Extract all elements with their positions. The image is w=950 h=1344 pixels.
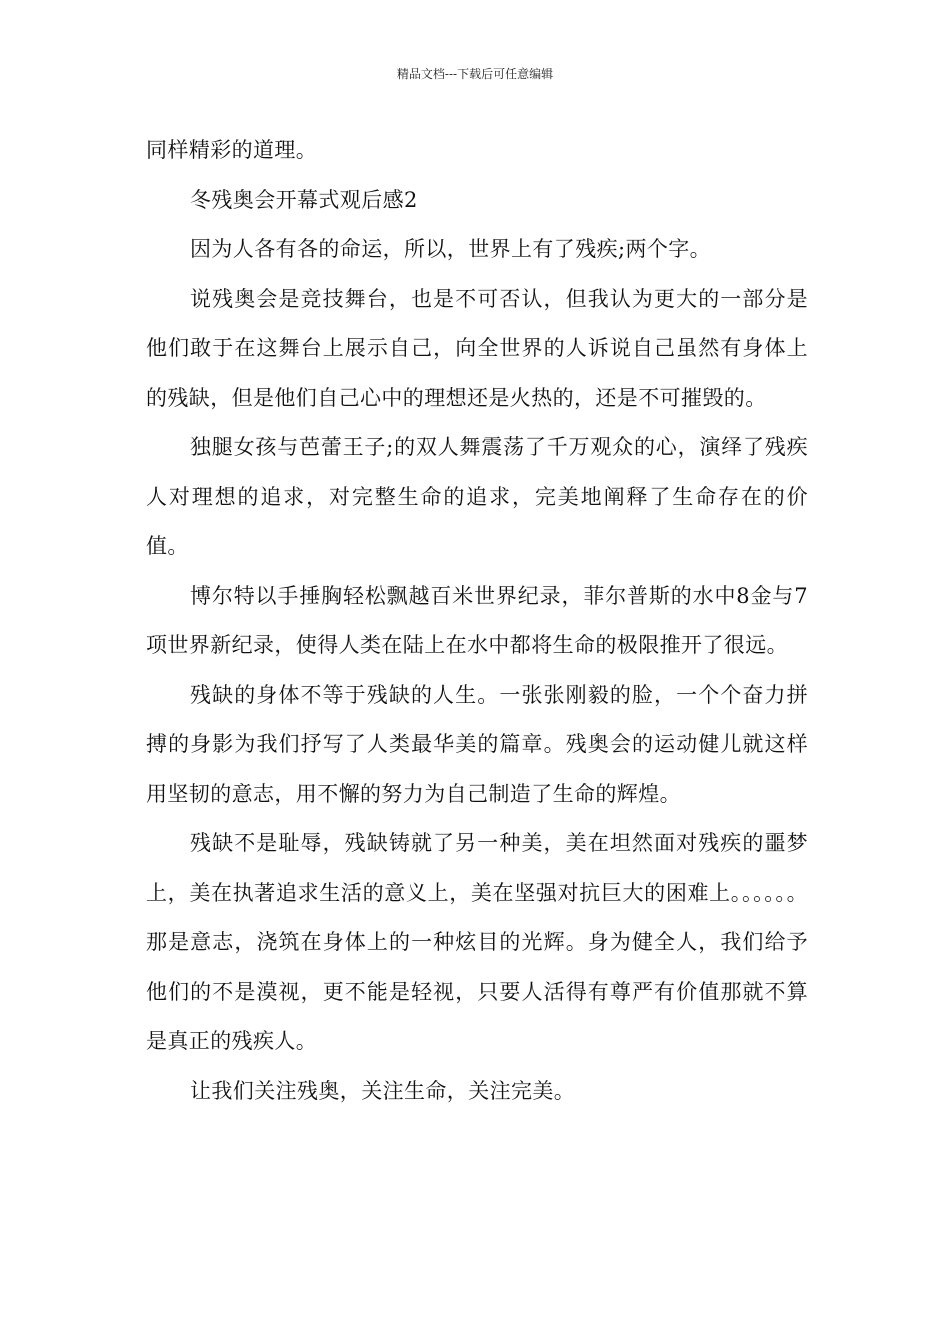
paragraph: 残缺的身体不等于残缺的人生。一张张刚毅的脸，一个个奋力拼搏的身影为我们抒写了人类最华美的篇章。残奥会的运动健儿就这样用坚韧的意志，用不懈的努力为自己制造了生命的辉煌。 — [146, 682, 808, 806]
section-title: 冬残奥会开幕式观后感2 — [190, 187, 418, 212]
paragraph: 说残奥会是竞技舞台，也是不可否认，但我认为更大的一部分是他们敢于在这舞台上展示自己，向全世界的人诉说自己虽然有身体上的残缺，但是他们自己心中的理想还是火热的，还是不可摧毁的。 — [146, 286, 808, 410]
paragraph: 独腿女孩与芭蕾王子;的双人舞震荡了千万观众的心，演绎了残疾人对理想的追求，对完整生命的追求，完美地阐释了生命存在的价值。 — [146, 435, 808, 558]
paragraph: 博尔特以手捶胸轻松飘越百米世界纪录，菲尔普斯的水中8金与7项世界新纪录，使得人类在陆上在水中都将生命的极限推开了很远。 — [146, 583, 808, 657]
paragraph-closing: 让我们关注残奥，关注生命，关注完美。 — [190, 1078, 576, 1103]
page-header: 精品文档---下载后可任意编辑 — [396, 67, 554, 81]
paragraph: 因为人各有各的命运，所以，世界上有了残疾;两个字。 — [190, 237, 712, 261]
paragraph-continuation: 同样精彩的道理。 — [146, 138, 318, 162]
paragraph: 残缺不是耻辱，残缺铸就了另一种美，美在坦然面对残疾的噩梦上，美在执著追求生活的意义上，美在坚强对抗巨大的困难上。。。。。。那是意志，浇筑在身体上的一种炫目的光辉。身为健全人，我们给予他们的不是漠视，更不能是轻视，只要人活得有尊严有价值那就不算是真正的残疾人。 — [146, 831, 808, 1053]
document-body — [146, 126, 808, 1116]
